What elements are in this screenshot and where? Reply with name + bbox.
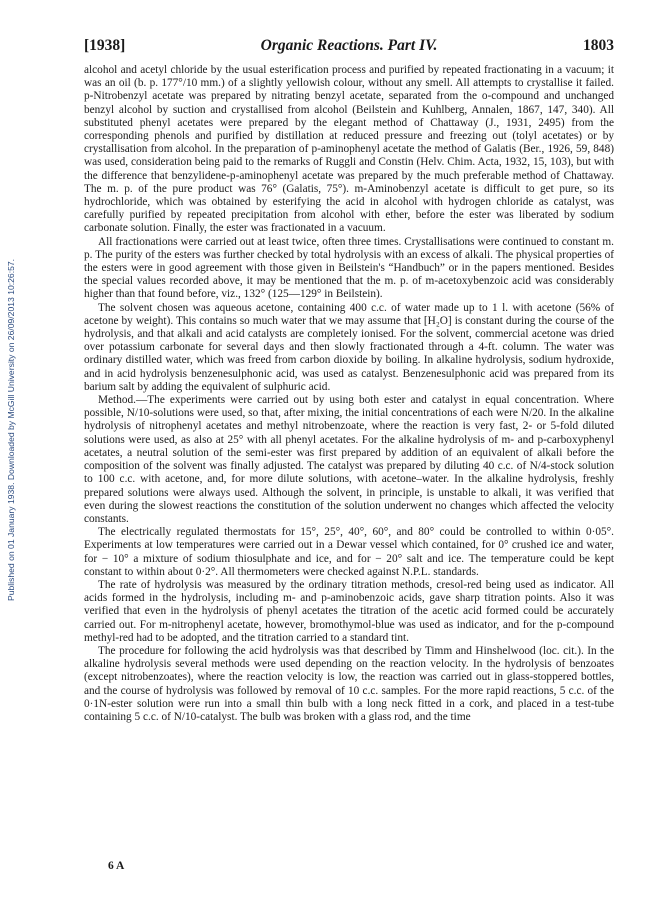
paragraph-7: The procedure for following the acid hydrolysis was that described by Timm and Hinshelwood (loc. cit.). In the alkaline hydrolysis several methods were used depending on the reaction velocity. In the hydrolysis of benzoates (except nitrobenzoates), where the reaction velocity is low, the reaction was carried out in glass-stoppered bottles, and the course of hydrolysis was followed by removal of 10 c.c. samples. For the more rapid reactions, 5 c.c. of the 0·1N-ester solution were run into a small thin bulb with a long neck fitted in a cork, and placed in a test-tube containing 5 c.c. of N/10-catalyst. The bulb was broken with a glass rod, and the time — [84, 644, 614, 723]
article-body — [84, 64, 614, 724]
paragraph-3: The solvent chosen was aqueous acetone, containing 400 c.c. of water made up to 1 l. with acetone (56% of acetone by weight). This contains so much water that we may assume that [H₂O] is constant during the course of the hydrolysis, and that alkali and acid catalysts are completely ionised. For the solvent, commercial acetone was dried over potassium carbonate for several days and then slowly fractionated through a 4-ft. column. The water was ordinary distilled water, which was freed from carbon dioxide by boiling. In alkaline hydrolysis, sodium hydroxide, and in acid hydrolysis benzenesulphonic acid, was used as catalyst. Benzenesulphonic acid was prepared from its barium salt by adding the equivalent of sulphuric acid. — [84, 301, 614, 393]
download-notice-text: Published on 01 January 1938. Downloaded by McGill University on 26/09/2013 10:26:57. — [6, 258, 16, 602]
paragraph-6: The rate of hydrolysis was measured by the ordinary titration methods, cresol-red being used as indicator. All acids formed in the hydrolysis, including m- and p-aminobenzoic acids, gave sharp titration points. Also it was verified that even in the hydrolysis of phenyl acetates the titration of the acetic acid formed could be accurately carried out. For m-nitrophenyl acetate, however, bromothymol-blue was used as indicator, and for the p-compound methyl-red had to be adopted, and the titration carried to a standard tint. — [84, 578, 614, 644]
running-header — [84, 37, 614, 57]
header-journal-title: Organic Reactions. Part IV. — [260, 37, 438, 54]
paragraph-5: The electrically regulated thermostats for 15°, 25°, 40°, 60°, and 80° could be controlled to within 0·05°. Experiments at low temperatures were carried out in a Dewar vessel which contained, for 0° crushed ice and water, for − 10° a mixture of sodium thiosulphate and ice, and for − 20° salt and ice. The temperature could be kept constant to within about 0·2°. All thermometers were checked against N.P.L. standards. — [84, 526, 614, 578]
header-page-number: 1803 — [583, 37, 614, 54]
header-year: [1938] — [84, 37, 126, 54]
download-notice-sidebar — [4, 150, 18, 710]
paragraph-2: All fractionations were carried out at least twice, often three times. Crystallisations were continued to constant m. p. The purity of the esters was further checked by total hydrolysis with an excess of alkali. The physical properties of the esters were in good agreement with those given in Beilstein's “Handbuch” or in the papers mentioned. Besides the special values recorded above, it may be mentioned that the m. p. of m-acetoxybenzoic acid was considerably higher than that found before, viz., 132° (125—129° in Beilstein). — [84, 235, 614, 301]
paragraph-1: alcohol and acetyl chloride by the usual esterification process and purified by repeated fractionating in a vacuum; it was an oil (b. p. 177°/10 mm.) of a slightly yellowish colour, without any smell. All attempts to crystallise it failed. p-Nitrobenzyl acetate was prepared by nitrating benzyl acetate, separated from the o-compound and unchanged benzyl alcohol by suction and crystallised from alcohol (Beilstein and Kuhlberg, Annalen, 1867, 147, 340). All substituted phenyl acetates were prepared by the elegant method of Chattaway (J., 1931, 2495) from the corresponding phenols and purified by distillation at reduced pressure and freezing out (tolyl acetates) or by crystallisation from alcohol. In the preparation of p-aminophenyl acetate the method of Galatis (Ber., 1926, 59, 848) was used, consideration being paid to the remarks of Ruggli and Constin (Helv. Chim. Acta, 1932, 15, 103), but with the difference that benzylidene-p-aminophenyl acetate was prepared by the much preferable method of Chattaway. The m. p. of the pure product was 76° (Galatis, 75°). m-Aminobenzyl acetate is difficult to get pure, so its hydrochloride, which was obtained by esterifying the acid in alcohol with hydrogen chloride as catalyst, was carefully purified by repeated precipitation from alcohol with ether, before the ester was liberated by sodium carbonate solution. Finally, the ester was fractionated in a vacuum. — [84, 64, 614, 235]
paragraph-4: Method.—The experiments were carried out by using both ester and catalyst in equal concentration. Where possible, N/10-solutions were used, so that, after mixing, the initial concentrations of each were N/20. In the alkaline hydrolysis of nitrophenyl acetates and methyl nitrobenzoate, where the reaction is very fast, 2- or 5-fold diluted solutions were used, as also at 25° with all phenyl acetates. For the alkaline hydrolysis of m- and p-carboxyphenyl acetates, a neutral solution of the semi-ester was first prepared by addition of an equivalent of alkali before the composition of the solvent was finally adjusted. The catalyst was prepared by diluting 40 c.c. of N/4-stock solution to 100 c.c. with acetone, and, for more dilute solutions, with acetone–water. In the alkaline hydrolysis, freshly prepared solutions were always used. Although the solvent, in principle, is unstable to alkali, it was verified that even during the slowest reactions the constitution of the solution underwent no changes which affected the velocity constants. — [84, 394, 614, 525]
signature-mark: 6 A — [108, 860, 125, 872]
